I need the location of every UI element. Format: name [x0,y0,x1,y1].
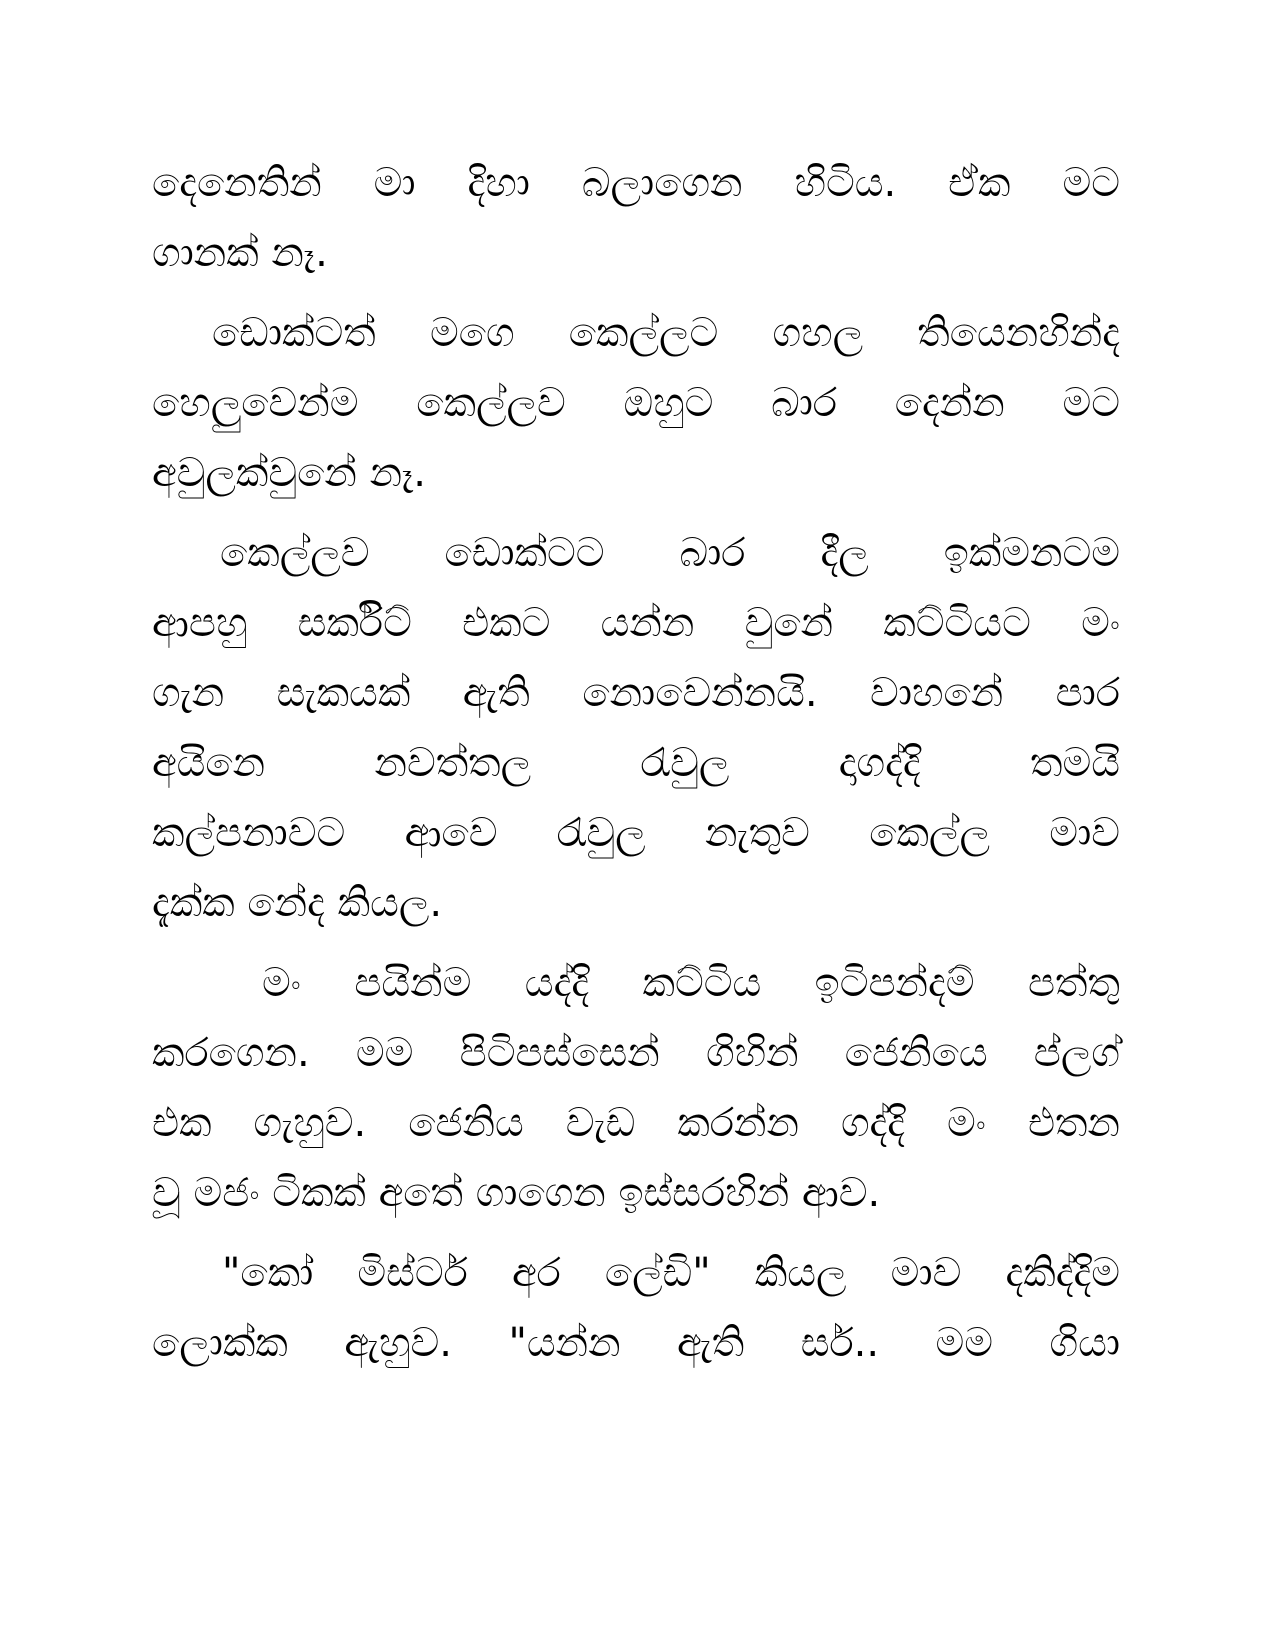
text-line: දෙනෙතින් මා දිහා බලාගෙන හිටිය. ඒක මට [152,160,1120,206]
paragraph-1 [152,148,1120,288]
paragraph-5 [152,1238,1120,1378]
text-line: අවුලක්වුනේ නෑ. [152,450,426,496]
text-line: දැක්ක නේද කියල. [152,880,443,926]
text-line: ලොක්ක ඇහුව. "යන්න ඇති සර්.. මම ගියා [152,1320,1120,1366]
text-line: අයිනෙ නවත්තල රැවුල දාගද්දි තමයි [152,740,1120,786]
text-line: "කෝ මිස්ටර් අර ලේඩි" කියල මාව දකිද්දිම [222,1250,1120,1296]
text-line: කරගෙන. මම පිටිපස්සෙන් ගිහින් ජෙනියෙ ප්ලග් [152,1030,1120,1076]
text-line: එක ගැහුව. ජෙනිය වැඩ කරන්න ගද්දි මං එතන [152,1100,1120,1146]
text-line: හෙලුවෙන්ම කෙල්ලව ඔහුට බාර දෙන්න මට [152,380,1120,426]
text-line: ගැන සැකයක් ඇති නොවෙන්නයි. වාහනේ පාර [152,670,1120,716]
text-line: ඩොක්ටත් මගෙ කෙල්ලට ගහල තියෙනහින්ද [212,310,1120,356]
document-page [152,148,1120,1378]
text-line: කල්පනාවට ආවෙ රැවුල නැතුව කෙල්ල මාව [152,810,1120,856]
paragraph-4 [152,948,1120,1228]
text-line: ආපහු සර්කිට් එකට යන්න වුනේ කට්ටියට මං [152,600,1120,646]
text-line: කෙල්ලව ඩොක්ටට බාර දීල ඉක්මනටම [220,530,1120,576]
text-line: ගානක් නෑ. [152,230,328,276]
text-line: මං පයින්ම යද්දි කට්ටිය ඉටිපන්දම් පත්තු [262,960,1120,1006]
text-line: වූ මජං ටිකක් අතේ ගාගෙන ඉස්සරහින් ආව. [152,1170,881,1216]
paragraph-2 [152,298,1120,508]
paragraph-3 [152,518,1120,938]
